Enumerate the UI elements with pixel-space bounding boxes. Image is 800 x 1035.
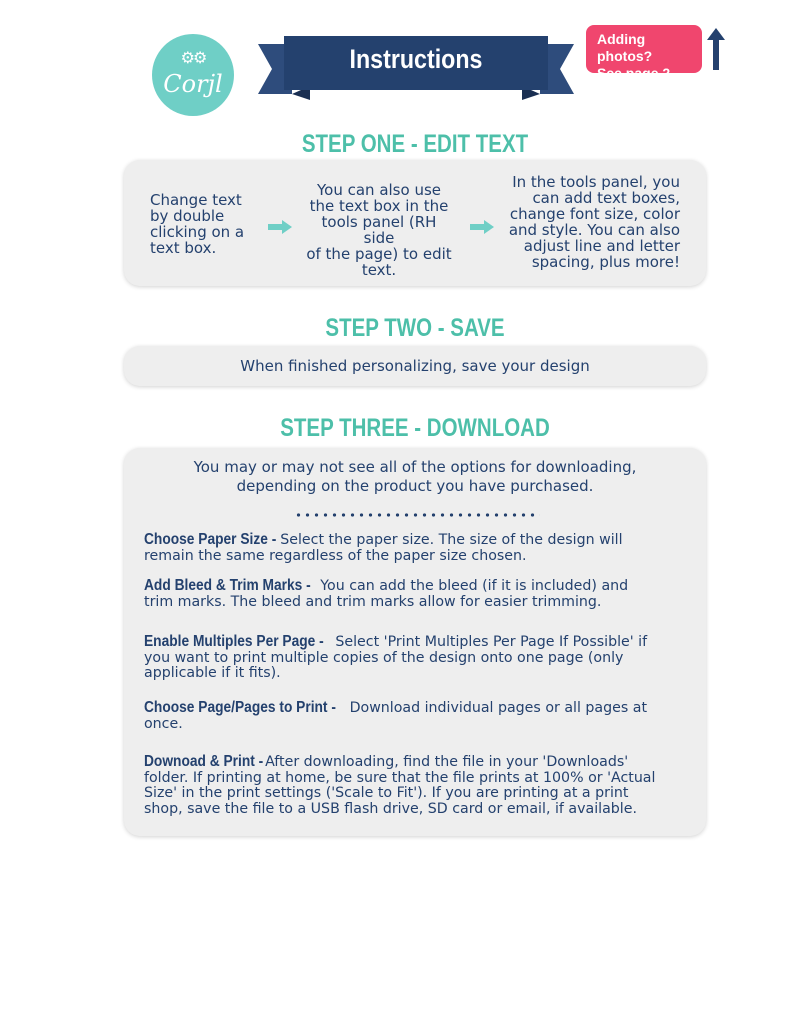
adding-photos-badge[interactable] [586, 25, 702, 81]
step-two-panel [124, 346, 706, 386]
option-label: Choose Paper Size - [144, 531, 277, 548]
save-instruction: When finished personalizing, save your design [240, 357, 590, 375]
text-line: by double [150, 207, 225, 225]
text-line: and style. You can also [508, 221, 680, 239]
text-line: Change text [150, 191, 242, 209]
badge-line-2: See page 2. [597, 65, 675, 81]
option-label: Choose Page/Pages to Print - [144, 699, 336, 716]
step-one-heading: STEP ONE - EDIT TEXT [301, 130, 529, 158]
option-multiples [144, 634, 696, 682]
step-one-col-3 [509, 174, 680, 270]
up-arrow-icon [706, 28, 726, 70]
corjl-logo [152, 34, 234, 116]
download-intro [144, 458, 686, 496]
text-line: text. [361, 261, 397, 279]
text-line: applicable if it fits). [144, 665, 281, 681]
text-line: tools panel (RH side [321, 213, 437, 247]
arrow-right-icon [268, 220, 292, 234]
text-line: depending on the product you have purchased. [236, 477, 594, 495]
step-one-col-2 [304, 182, 454, 278]
text-line: trim marks. The bleed and trim marks allow for easier trimming. [144, 593, 602, 610]
page-title: Instructions [349, 44, 483, 74]
badge-line-1: Adding photos? [597, 31, 653, 64]
step-three-heading: STEP THREE - DOWNLOAD [280, 414, 550, 442]
text-line: You can add the bleed (if it is included) and [315, 578, 629, 594]
text-line: the text box in the [309, 197, 449, 215]
text-line: spacing, plus more! [531, 253, 680, 271]
text-line: Select the paper size. The size of the design will [275, 532, 623, 548]
text-line: folder. If printing at home, be sure that the file prints at 100% or 'Actual [144, 769, 656, 786]
option-label: Downoad & Print - [144, 753, 264, 770]
step-three-panel [124, 448, 706, 836]
text-line: can add text boxes, [532, 189, 680, 207]
text-line: shop, save the file to a USB flash drive, SD card or email, if available. [144, 800, 637, 817]
text-line: Select 'Print Multiples Per Page If Possible' if [330, 634, 648, 650]
option-label: Enable Multiples Per Page - [144, 633, 324, 650]
logo-text: Corjl [163, 70, 223, 98]
text-line: change font size, color [509, 205, 680, 223]
gear-icon: ⚙⚙ [180, 48, 206, 67]
option-download-print [144, 754, 696, 817]
step-one-col-1 [150, 192, 244, 256]
option-pages-to-print [144, 700, 696, 732]
text-line: In the tools panel, you [512, 173, 680, 191]
arrow-right-icon [470, 220, 494, 234]
instructions-banner [258, 36, 574, 100]
dotted-divider [294, 512, 540, 518]
text-line: you want to print multiple copies of the design onto one page (only [144, 649, 624, 666]
text-line: of the page) to edit [306, 245, 452, 263]
step-two-heading: STEP TWO - SAVE [325, 314, 505, 342]
text-line: text box. [150, 239, 217, 257]
text-line: remain the same regardless of the paper size chosen. [144, 547, 527, 564]
text-line: adjust line and letter [523, 237, 680, 255]
text-line: You can also use [316, 181, 441, 199]
text-line: clicking on a [150, 223, 245, 241]
text-line: Download individual pages or all pages at [345, 700, 648, 716]
option-bleed-trim [144, 578, 696, 610]
text-line: You may or may not see all of the options for downloading, [193, 458, 637, 476]
text-line: After downloading, find the file in your 'Downloads' [260, 754, 629, 770]
text-line: Size' in the print settings ('Scale to Fit'). If you are printing at a print [144, 785, 629, 801]
step-one-panel [124, 160, 706, 286]
option-paper-size [144, 532, 696, 564]
option-label: Add Bleed & Trim Marks - [144, 577, 311, 594]
text-line: once. [144, 715, 183, 732]
